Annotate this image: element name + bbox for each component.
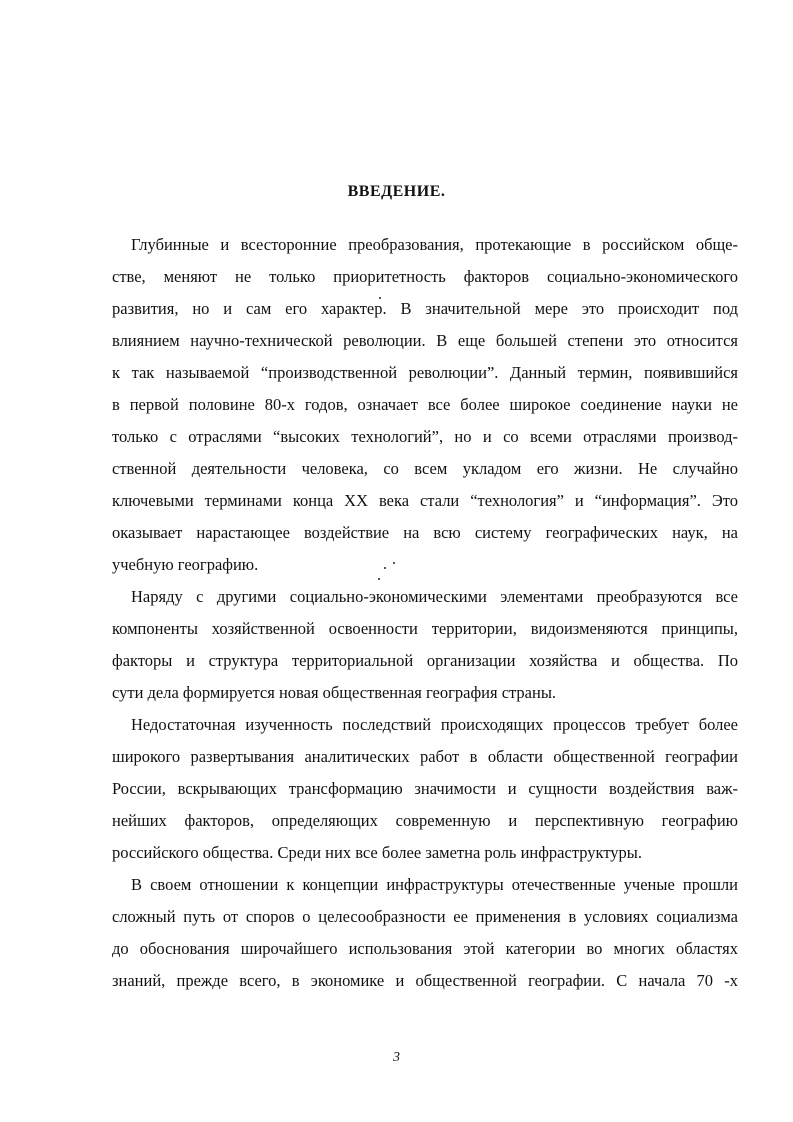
text-line: В своем отношении к концепции инфраструктуры отечественные ученые прошли <box>131 875 738 894</box>
text-line: знаний, прежде всего, в экономике и общественной географии. С начала 70 -х <box>112 971 738 990</box>
text-line: компоненты хозяйственной освоенности территории, видоизменяются принципы, <box>112 619 738 638</box>
text-line: российского общества. Среди них все более заметна роль инфраструктуры. <box>112 843 643 862</box>
text-line: сложный путь от споров о целесообразности ее применения в условиях социализма <box>112 907 738 926</box>
scan-speck <box>378 578 380 580</box>
scan-speck <box>393 562 395 564</box>
text-line: Глубинные и всесторонние преобразования, протекающие в российском обще- <box>131 235 738 254</box>
text-line: учебную географию. <box>112 555 259 574</box>
text-line: влиянием научно-технической революции. В еще большей степени это относится <box>112 331 738 350</box>
text-line: широкого развертывания аналитических работ в области общественной географии <box>112 747 738 766</box>
section-heading: ВВЕДЕНИЕ. <box>347 183 446 200</box>
text-line: ственной деятельности человека, со всем укладом его жизни. Не случайно <box>112 459 738 478</box>
text-line: факторы и структура территориальной организации хозяйства и общества. По <box>112 651 738 670</box>
text-line: ключевыми терминами конца XX века стали “технология” и “информация”. Это <box>112 491 738 510</box>
scan-speck <box>379 297 381 299</box>
text-line: стве, меняют не только приоритетность факторов социально-экономического <box>112 267 738 286</box>
text-line: в первой половине 80-х годов, означает все более широкое соединение науки не <box>112 395 738 414</box>
text-line: к так называемой “производственной революции”. Данный термин, появившийся <box>112 363 738 382</box>
text-line: нейших факторов, определяющих современную и перспективную географию <box>112 811 738 830</box>
text-line: развития, но и сам его характер. В значительной мере это происходит под <box>112 299 738 318</box>
text-line: до обоснования широчайшего использования этой категории во многих областях <box>112 939 738 958</box>
body-text <box>112 229 738 997</box>
text-line: сути дела формируется новая общественная география страны. <box>112 683 557 702</box>
text-line: России, вскрывающих трансформацию значимости и сущности воздействия важ- <box>112 779 738 798</box>
text-line: только с отраслями “высоких технологий”, но и со всеми отраслями производ- <box>112 427 738 446</box>
text-line: Наряду с другими социально-экономическими элементами преобразуются все <box>131 587 738 606</box>
page-number: 3 <box>393 1050 400 1065</box>
text-line: оказывает нарастающее воздействие на всю систему географических наук, на <box>112 523 738 542</box>
text-line: Недостаточная изученность последствий происходящих процессов требует более <box>131 715 738 734</box>
scan-speck <box>384 567 386 569</box>
